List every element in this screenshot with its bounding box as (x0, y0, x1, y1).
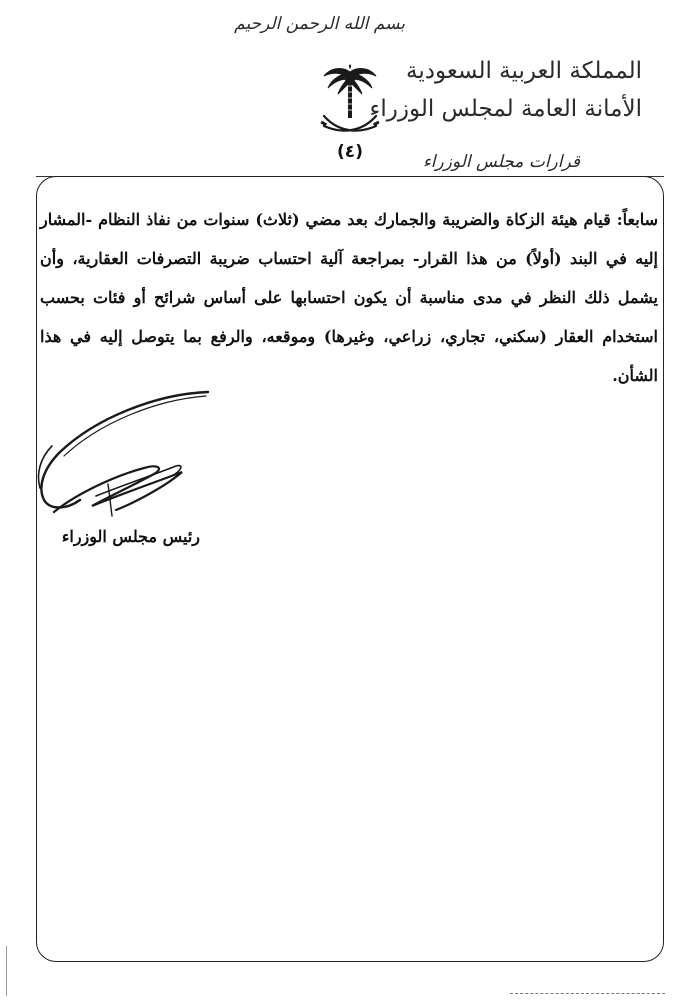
signatory-title: رئيس مجلس الوزراء (61, 527, 200, 546)
section-title: قرارات مجلس الوزراء (415, 152, 588, 172)
kingdom-title: المملكة العربية السعودية (406, 58, 642, 84)
page-number: (٤) (337, 142, 363, 162)
basmala-heading: بسم الله الرحمن الرحيم (234, 14, 405, 34)
scan-edge-line (6, 946, 7, 996)
clause-text: قيام هيئة الزكاة والضريبة والجمارك بعد مضي (ثلاث) سنوات من نفاذ النظام -المشار إليه في البند (أولاً) من هذا القرار- بمراجعة آلية احتساب ضريبة التصرفات العقارية، وأن يشمل ذلك النظر في مدى مناسبة أن يكون احتسابها على أساس شرائح أو فئات بحسب استخدام العقار (سكني، تجاري، زراعي، وغيرها) وموقعه، والرفع بما يتوصل إليه في هذا الشأن. (40, 210, 658, 385)
secretariat-title: الأمانة العامة لمجلس الوزراء (369, 96, 642, 122)
footer-line (510, 993, 665, 994)
clause-lead: سابعاً: (616, 210, 658, 229)
handwritten-signature (36, 388, 216, 528)
decision-paragraph (40, 200, 658, 395)
